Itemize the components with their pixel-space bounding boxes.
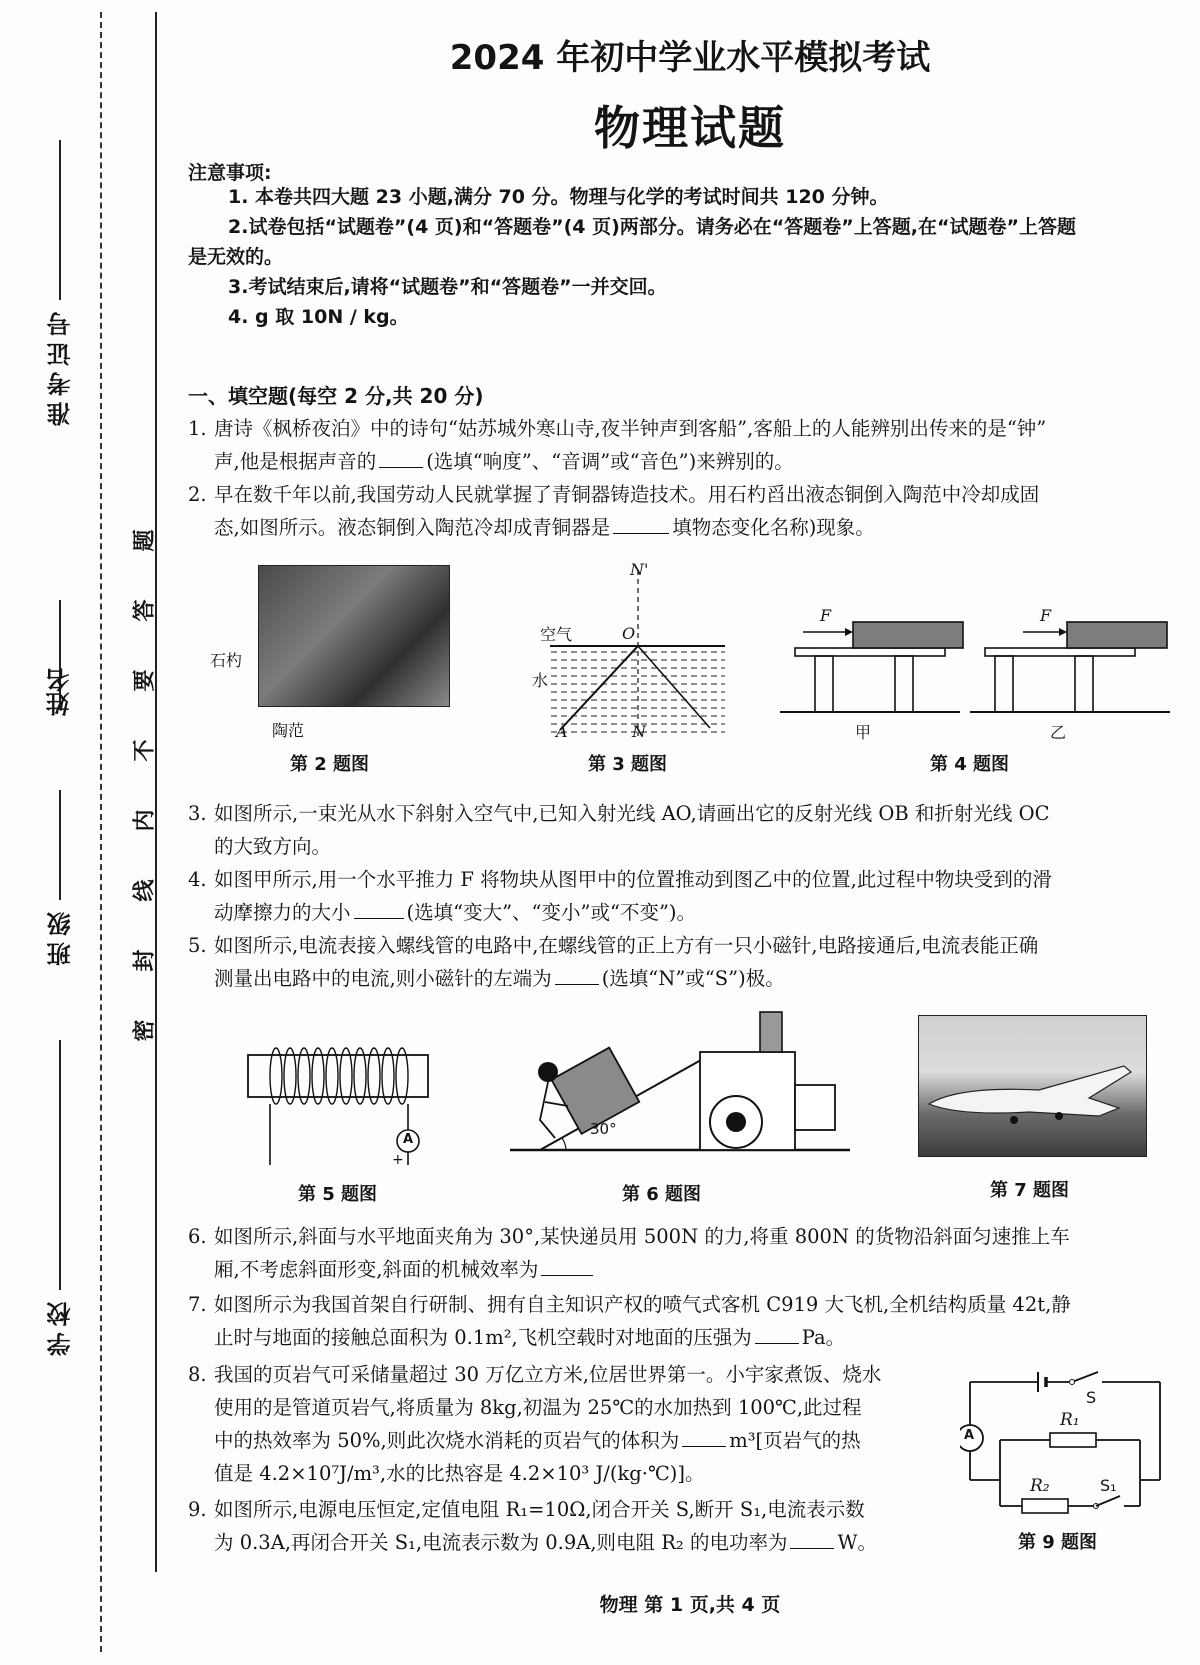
- question-number: 9.: [188, 1498, 207, 1521]
- figure-5-diagram: [240, 1035, 440, 1175]
- question-number: 3.: [188, 802, 207, 825]
- seal-char: 题: [132, 529, 158, 552]
- courier-head: [538, 1062, 558, 1082]
- figure-label: F: [1040, 606, 1052, 625]
- figure-label: 30°: [590, 1120, 617, 1138]
- figure-7-photo: [918, 1015, 1147, 1157]
- figure-label: 水: [532, 671, 549, 690]
- question-text: 早在数千年以前,我国劳动人民就掌握了青铜器铸造技术。用石杓舀出液态铜倒入陶范中冷却成固: [214, 483, 1040, 506]
- field-exam-number: [30, 140, 90, 426]
- notice-item: 是无效的。: [188, 246, 284, 268]
- question-text: 我国的页岩气可采储量超过 30 万亿立方米,位居世界第一。小宇家煮饭、烧水: [214, 1363, 882, 1386]
- question-text: 为 0.3A,再闭合开关 S₁,电流表示数为 0.9A,则电阻 R₂ 的电功率为 W。: [214, 1526, 934, 1559]
- answer-blank[interactable]: [555, 962, 599, 985]
- field-name-label: 姓名: [46, 668, 74, 716]
- figure-caption: 第 6 题图: [622, 1184, 702, 1205]
- answer-blank[interactable]: [682, 1424, 726, 1447]
- section-heading: 一、填空题(每空 2 分,共 20 分): [188, 384, 484, 408]
- notice-item: 2.试卷包括“试题卷”(4 页)和“答题卷”(4 页)两部分。请务必在“答题卷”上答题,在“试题卷”上答题: [228, 216, 1076, 238]
- figure-caption: 第 4 题图: [930, 754, 1010, 775]
- question-text: 如图所示为我国首架自行研制、拥有自主知识产权的喷气式客机 C919 大飞机,全机结构质量 42t,静: [214, 1293, 1071, 1316]
- cut-line-dashed: [100, 12, 102, 1652]
- figure-label: 石杓: [210, 651, 243, 670]
- answer-blank[interactable]: [379, 445, 423, 468]
- table-leg: [815, 656, 833, 712]
- seal-line: [155, 12, 157, 1572]
- question-text: 唐诗《枫桥夜泊》中的诗句“姑苏城外寒山寺,夜半钟声到客船”,客船上的人能辨别出传来的是“钟”: [214, 417, 1047, 440]
- question-number: 7.: [188, 1293, 207, 1316]
- figure-label: S: [1086, 1388, 1097, 1407]
- question-text: 声,他是根据声音的 (选填“响度”、“音调”或“音色”)来辨别的。: [214, 445, 1174, 478]
- question-text: 如图所示,电源电压恒定,定值电阻 R₁=10Ω,闭合开关 S,断开 S₁,电流表示数: [214, 1498, 865, 1521]
- switch-s: [1072, 1372, 1098, 1382]
- question-number: 2.: [188, 483, 207, 506]
- block: [1067, 622, 1167, 648]
- field-exam-number-label: 准考证号: [46, 306, 75, 426]
- question-number: 5.: [188, 934, 207, 957]
- figure-label: 陶范: [272, 721, 305, 740]
- figure-label: R₂: [1030, 1476, 1050, 1496]
- field-school-label: 学校: [46, 1296, 75, 1356]
- resistor-r1: [1050, 1433, 1096, 1447]
- figure-label: R₁: [1060, 1410, 1080, 1430]
- field-class: [30, 790, 90, 966]
- question-text: 值是 4.2×10⁷J/m³,水的比热容是 4.2×10³ J/(kg·℃)]。: [214, 1462, 705, 1485]
- table-leg: [895, 656, 913, 712]
- question-number: 8.: [188, 1363, 207, 1386]
- field-school: [30, 1040, 90, 1356]
- subject-title: 物理试题: [594, 101, 786, 155]
- notice-item: 4. g 取 10N / kg。: [228, 306, 409, 328]
- question-number: 6.: [188, 1225, 207, 1248]
- question-text: 如图甲所示,用一个水平推力 F 将物块从图甲中的位置推动到图乙中的位置,此过程中物块受到的滑: [214, 868, 1052, 891]
- question-text: 测量出电路中的电流,则小磁针的左端为 (选填“N”或“S”)极。: [214, 962, 1174, 995]
- question-text: 的大致方向。: [214, 835, 332, 858]
- figure-caption: 第 5 题图: [298, 1184, 378, 1205]
- figure-caption: 第 2 题图: [290, 754, 370, 775]
- truck-cab: [795, 1085, 835, 1130]
- figure-label: S₁: [1100, 1476, 1117, 1495]
- figure-2-photo: [258, 565, 450, 707]
- figure-9-circuit: [960, 1370, 1170, 1520]
- question-text: 如图所示,斜面与水平地面夹角为 30°,某快递员用 500N 的力,将重 800N 的货物沿斜面匀速推上车: [214, 1225, 1070, 1248]
- answer-blank[interactable]: [541, 1253, 593, 1276]
- question-text: 止时与地面的接触总面积为 0.1m²,飞机空载时对地面的压强为 Pa。: [214, 1321, 1174, 1354]
- figure-label: +: [392, 1152, 404, 1168]
- resistor-r2: [1022, 1499, 1068, 1513]
- notice-heading: 注意事项:: [188, 162, 272, 184]
- seal-char: 密: [132, 1019, 158, 1042]
- figure-3-diagram: [530, 560, 730, 740]
- question-number: 4.: [188, 868, 207, 891]
- figure-label: 乙: [1050, 723, 1067, 742]
- answer-blank[interactable]: [755, 1321, 799, 1344]
- question-text: 使用的是管道页岩气,将质量为 8kg,初温为 25℃的水加热到 100℃,此过程: [214, 1396, 862, 1419]
- table-top: [795, 648, 945, 656]
- figure-label: N': [630, 560, 649, 579]
- question-text: 态,如图所示。液态铜倒入陶范冷却成青铜器是 填物态变化名称)现象。: [214, 511, 1174, 544]
- figure-label: 甲: [855, 723, 872, 742]
- question-number: 1.: [188, 417, 207, 440]
- seal-char: 答: [132, 599, 158, 622]
- seal-char: 要: [132, 669, 158, 692]
- question-text: 如图所示,电流表接入螺线管的电路中,在螺线管的正上方有一只小磁针,电路接通后,电流表能正确: [214, 934, 1039, 957]
- question-text: 动摩擦力的大小 (选填“变大”、“变小”或“不变”)。: [214, 896, 1174, 929]
- answer-blank[interactable]: [790, 1526, 834, 1549]
- figure-caption: 第 3 题图: [588, 754, 668, 775]
- table-leg: [1075, 656, 1093, 712]
- question-text: 中的热效率为 50%,则此次烧水消耗的页岩气的体积为 m³[页岩气的热: [214, 1424, 934, 1457]
- answer-blank[interactable]: [354, 896, 404, 919]
- table-leg: [995, 656, 1013, 712]
- figure-label: O: [622, 624, 636, 643]
- solenoid-coil: [270, 1048, 408, 1104]
- figure-label: 空气: [540, 625, 573, 644]
- exam-title: 2024 年初中学业水平模拟考试: [449, 38, 931, 78]
- page-footer: 物理 第 1 页,共 4 页: [599, 1594, 781, 1616]
- airplane-icon: [919, 1016, 1146, 1156]
- seal-char: 线: [132, 879, 158, 902]
- notice-item: 1. 本卷共四大题 23 小题,满分 70 分。物理与化学的考试时间共 120 分钟。: [228, 186, 889, 208]
- field-class-label: 班级: [46, 906, 75, 966]
- block: [853, 622, 963, 648]
- answer-blank[interactable]: [613, 511, 669, 534]
- figure-caption: 第 7 题图: [990, 1180, 1070, 1201]
- seal-char: 不: [132, 739, 158, 762]
- figure-label: F: [820, 606, 832, 625]
- truck-pole: [760, 1012, 782, 1052]
- figure-4-diagram: [775, 600, 1175, 730]
- seal-char: 内: [132, 809, 158, 832]
- figure-caption: 第 9 题图: [1018, 1532, 1098, 1553]
- table-top: [985, 648, 1135, 656]
- figure-label: A: [556, 722, 568, 741]
- switch-s1: [1096, 1496, 1120, 1506]
- figure-6-diagram: [510, 1010, 850, 1170]
- notice-item: 3.考试结束后,请将“试题卷”和“答题卷”一并交回。: [228, 276, 667, 298]
- question-text: 厢,不考虑斜面形变,斜面的机械效率为: [214, 1253, 1174, 1286]
- figure-label: N: [632, 722, 646, 741]
- figure-label: A: [403, 1132, 414, 1147]
- question-text: 如图所示,一束光从水下斜射入空气中,已知入射光线 AO,请画出它的反射光线 OB 和折射光线 OC: [214, 802, 1050, 825]
- seal-char: 封: [132, 949, 158, 972]
- figure-label: A: [964, 1428, 975, 1443]
